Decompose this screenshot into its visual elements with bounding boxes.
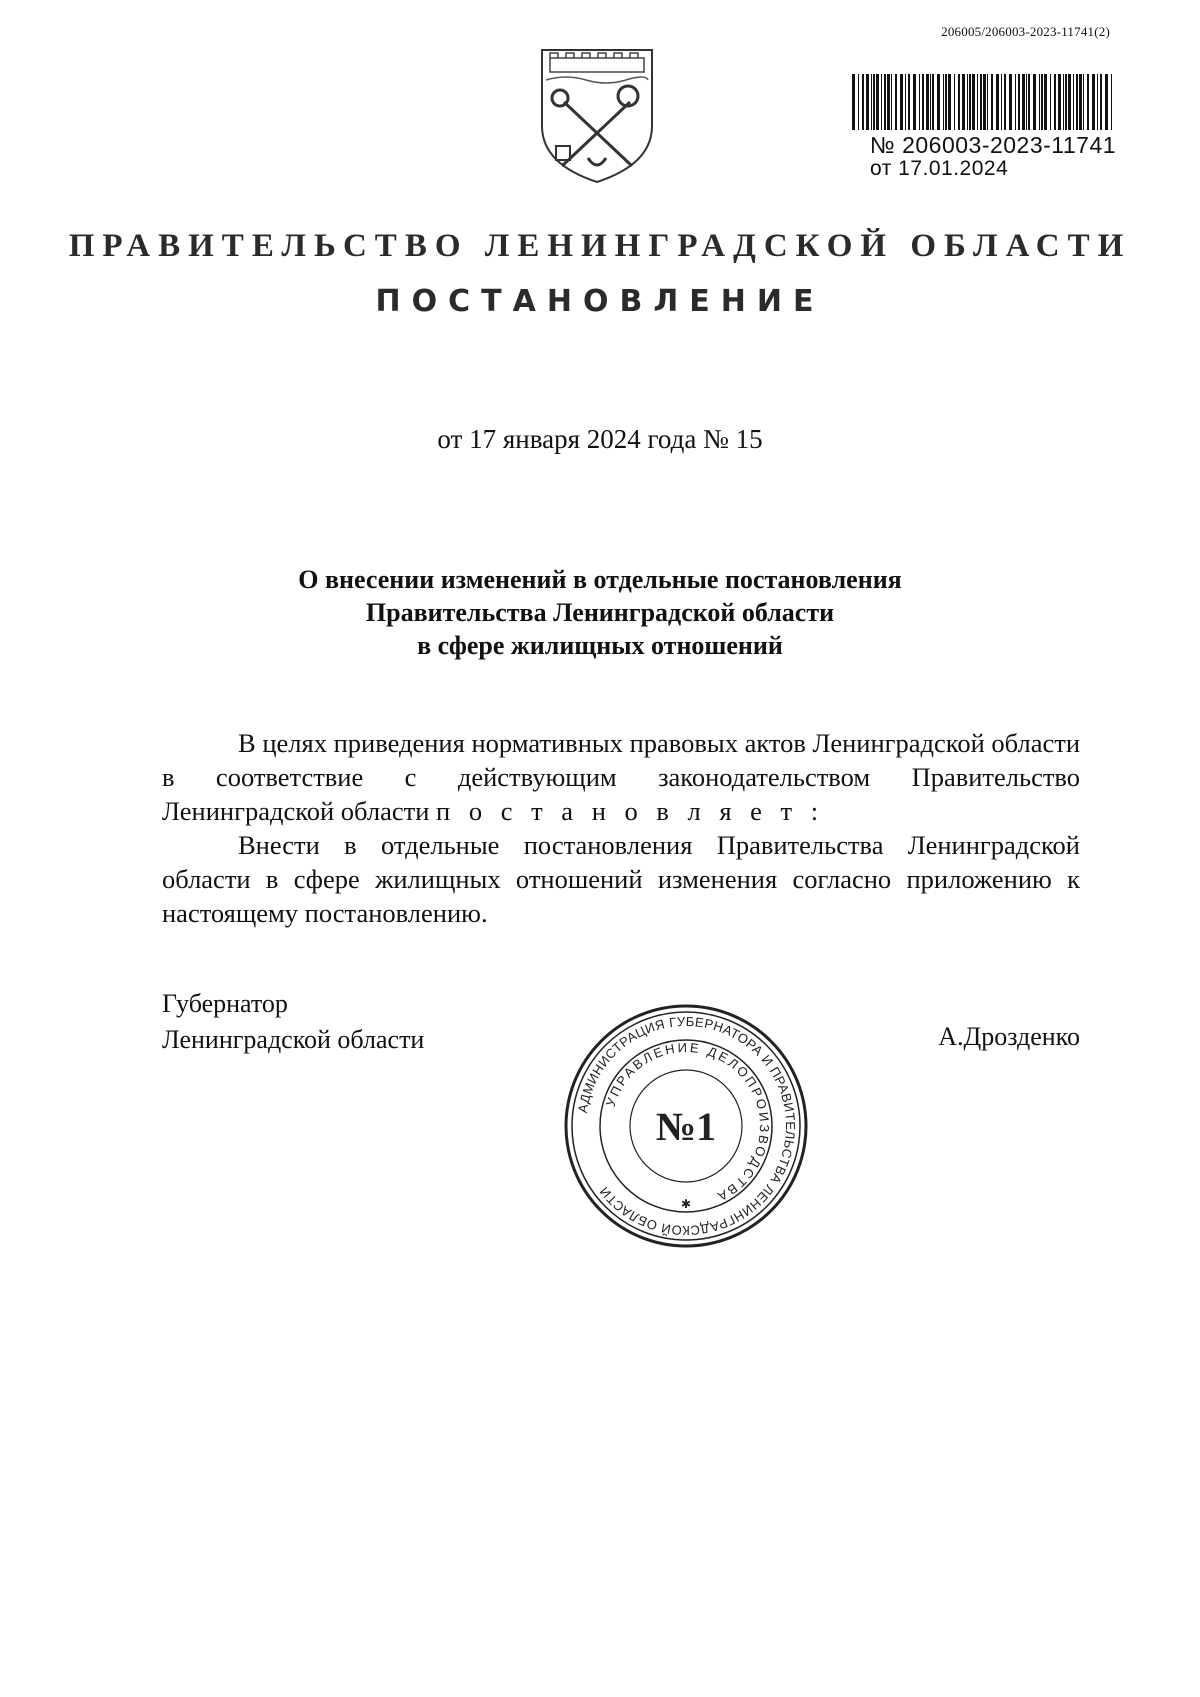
barcode-bar: [866, 74, 869, 130]
signatory-name: А.Дрозденко: [938, 1022, 1080, 1051]
barcode-bar: [1058, 74, 1061, 130]
barcode-bar: [1039, 74, 1040, 130]
barcode-bar: [1079, 74, 1082, 130]
barcode-bar: [908, 74, 910, 130]
document-body: [162, 726, 1080, 930]
position-line: Ленинградской области: [162, 1025, 425, 1054]
barcode-bar: [996, 74, 999, 130]
registration-date: от 17.01.2024: [870, 157, 1009, 180]
official-stamp-icon: [562, 1002, 810, 1250]
resolves-word: п о с т а н о в л я е т :: [436, 796, 825, 826]
barcode-bar: [945, 74, 947, 130]
registration-number: № 206003-2023-11741: [870, 132, 1117, 158]
barcode-bar: [852, 74, 855, 130]
barcode-bar: [958, 74, 960, 130]
barcode-bar: [1097, 74, 1098, 130]
barcode-bar: [1087, 74, 1089, 130]
barcode-bar: [1100, 74, 1102, 130]
barcode-bar: [862, 74, 864, 130]
barcode-bar: [1068, 74, 1071, 130]
barcode-bar: [1028, 74, 1030, 130]
barcode-bar: [943, 74, 944, 130]
signatory-position: [162, 986, 424, 1058]
barcode-bar: [1026, 74, 1027, 130]
barcode-bar: [891, 74, 892, 130]
barcode-bar: [881, 74, 882, 130]
government-title: ПРАВИТЕЛЬСТВО ЛЕНИНГРАДСКОЙ ОБЛАСТИ: [68, 228, 1132, 264]
registration-block: [852, 74, 1118, 181]
barcode-bar: [969, 74, 971, 130]
barcode-bar: [932, 74, 934, 130]
document-date: от 17 января 2024 года № 15: [437, 424, 763, 454]
subject-line: О внесении изменений в отдельные постановления: [298, 565, 902, 594]
barcode-bar: [967, 74, 968, 130]
barcode-bar: [948, 74, 951, 130]
barcode-bar: [1063, 74, 1064, 130]
barcode-bar: [954, 74, 955, 130]
barcode-bar: [1009, 74, 1012, 130]
document-subject: [0, 563, 1200, 662]
barcode-bar: [926, 74, 929, 130]
barcode-bar: [1073, 74, 1074, 130]
subject-line: Правительства Ленинградской области: [365, 598, 835, 627]
barcode-bar: [1092, 74, 1095, 130]
barcode-bar: [962, 74, 965, 130]
barcode-bar: [930, 74, 931, 130]
barcode-bar: [1076, 74, 1078, 130]
barcode-bar: [1033, 74, 1036, 130]
barcode-bar: [858, 74, 859, 130]
barcode-bar: [913, 74, 916, 130]
barcode-bar: [1054, 74, 1056, 130]
stamp-inner-text: УПРАВЛЕНИЕ ДЕЛОПРОИЗВОДСТВА: [602, 1039, 773, 1206]
top-reference: 206005/206003-2023-11741(2): [941, 24, 1110, 39]
barcode-bar: [1083, 74, 1084, 130]
barcode-bar: [876, 74, 879, 130]
barcode-bar: [991, 74, 993, 130]
stamp-outer-text: АДМИНИСТРАЦИЯ ГУБЕРНАТОРА И ПРАВИТЕЛЬСТВА ЛЕНИНГРАДСКОЙ ОБЛАСТИ: [574, 1013, 799, 1239]
barcode-bar: [972, 74, 975, 130]
barcode-bar: [1001, 74, 1002, 130]
body-paragraph: [162, 726, 1080, 828]
barcode-bar: [1111, 74, 1112, 130]
barcode-icon: [852, 74, 1116, 130]
barcode-bar: [871, 74, 872, 130]
barcode-bar: [884, 74, 886, 130]
barcode-bar: [873, 74, 875, 130]
barcode-bar: [900, 74, 903, 130]
barcode-bar: [1004, 74, 1006, 130]
barcode-bar: [1041, 74, 1043, 130]
position-line: Губернатор: [162, 989, 288, 1018]
barcode-bar: [937, 74, 940, 130]
document-type: ПОСТАНОВЛЕНИЕ: [375, 284, 825, 319]
body-paragraph: Внести в отдельные постановления Правительства Ленинградской области в сфере жилищных отношений изменения согласно приложению к настоящему постановлению.: [162, 830, 1080, 928]
barcode-bar: [919, 74, 920, 130]
stamp-center-text: №1: [655, 1104, 717, 1149]
barcode-bar: [1018, 74, 1020, 130]
barcode-bar: [1015, 74, 1016, 130]
barcode-bar: [1065, 74, 1067, 130]
barcode-bar: [1050, 74, 1051, 130]
barcode-bar: [905, 74, 906, 130]
barcode-bar: [977, 74, 978, 130]
barcode-bar: [887, 74, 890, 130]
barcode-bar: [1044, 74, 1047, 130]
coat-of-arms-icon: [536, 46, 658, 186]
barcode-bar: [983, 74, 986, 130]
barcode-bar: [980, 74, 982, 130]
barcode-bar: [1105, 74, 1108, 130]
barcode-bar: [1022, 74, 1025, 130]
barcode-bar: [987, 74, 988, 130]
subject-line: в сфере жилищных отношений: [417, 631, 783, 660]
paragraph-text: В целях приведения нормативных правовых актов Ленинградской области в соответствие с действующим законодательством Правительство Ленинградской области: [162, 728, 1080, 826]
barcode-bar: [895, 74, 897, 130]
stamp-star-icon: ✱: [680, 1197, 692, 1211]
barcode-bar: [922, 74, 924, 130]
